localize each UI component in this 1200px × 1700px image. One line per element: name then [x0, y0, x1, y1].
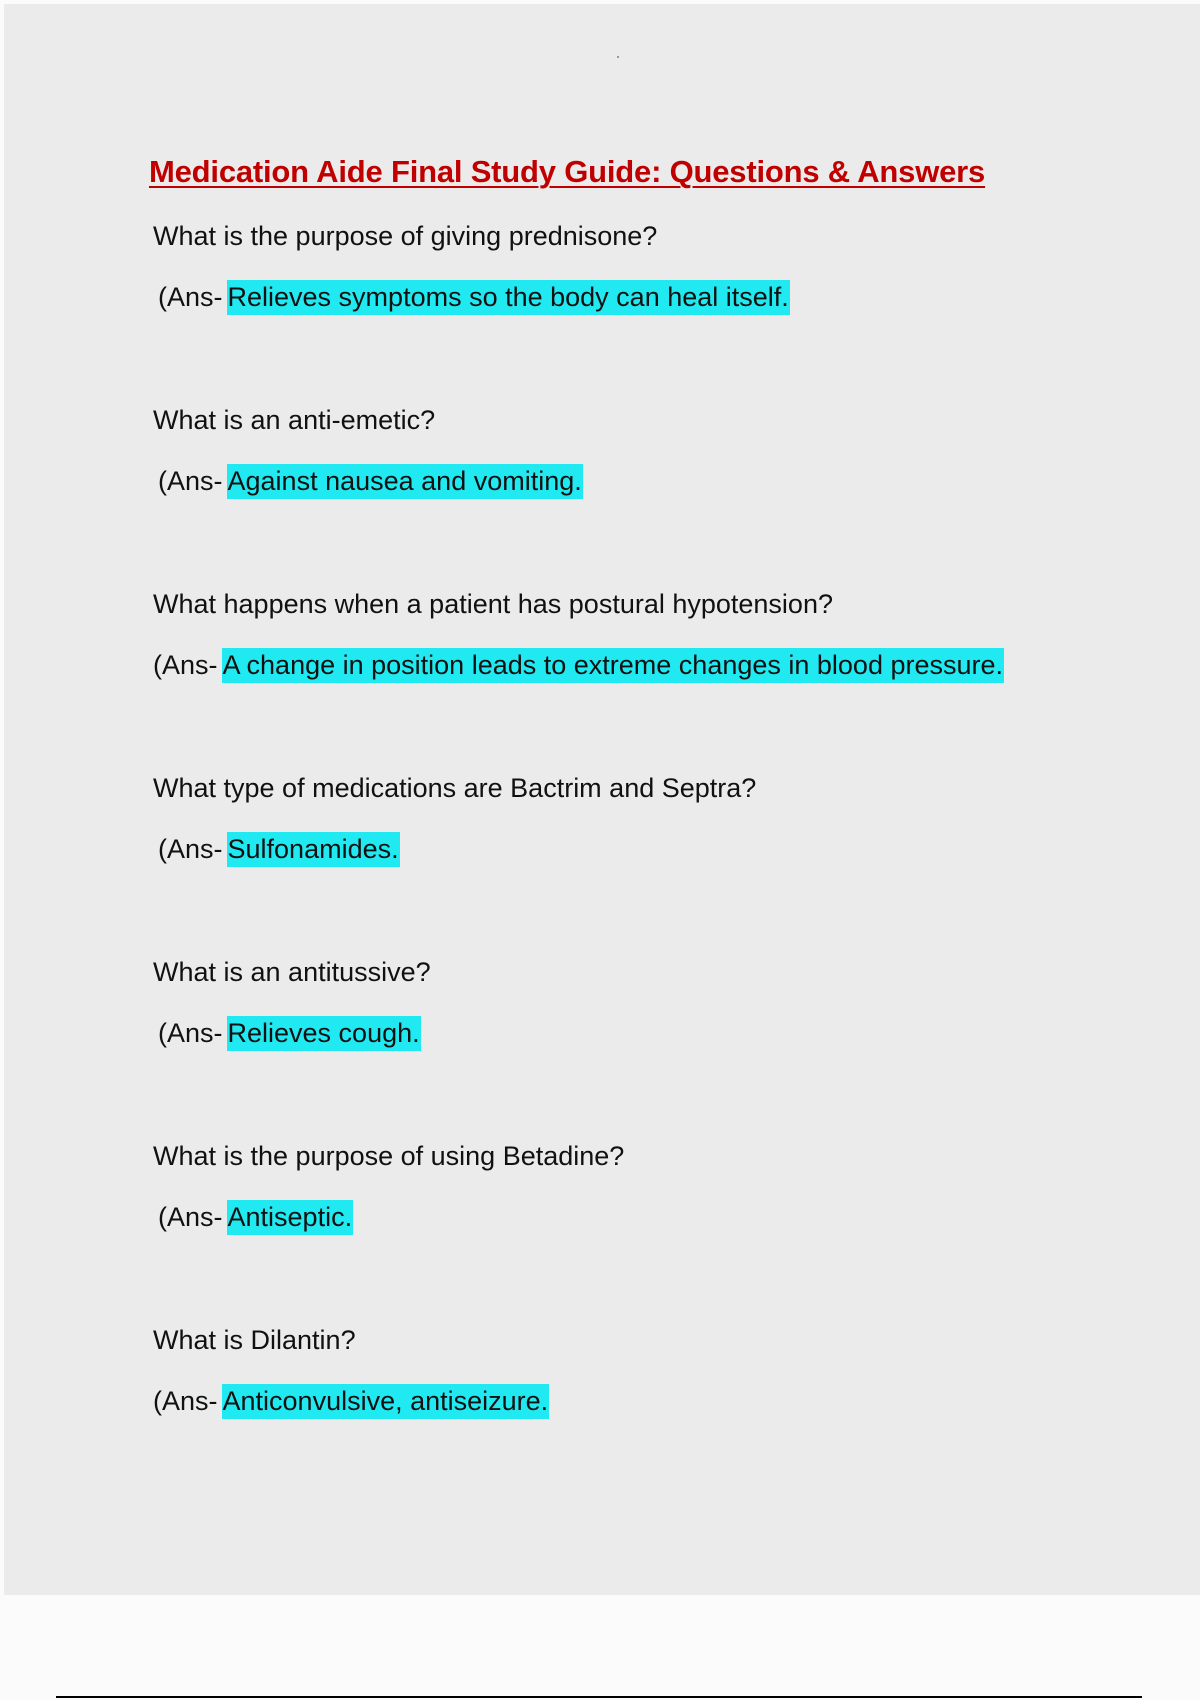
question-text: What is the purpose of giving prednisone? — [153, 221, 658, 251]
answer-text: Against nausea and vomiting. — [227, 464, 583, 499]
question-text: What happens when a patient has postural hypotension? — [153, 589, 833, 619]
answer-line — [153, 280, 1153, 314]
answer-prefix: (Ans- — [153, 650, 218, 680]
answer-prefix: (Ans- — [158, 834, 223, 864]
answer-line — [153, 1200, 1153, 1234]
answer-prefix: (Ans- — [158, 1202, 223, 1232]
document-title: Medication Aide Final Study Guide: Questions & Answers — [149, 154, 986, 189]
answer-text: A change in position leads to extreme changes in blood pressure. — [222, 648, 1005, 683]
answer-line — [153, 1016, 1153, 1050]
document-page — [4, 4, 1200, 1595]
footer-divider — [56, 1696, 1142, 1698]
qa-item-7 — [153, 1323, 1153, 1418]
answer-line — [153, 1384, 1153, 1418]
answer-prefix: (Ans- — [158, 1018, 223, 1048]
answer-line — [153, 464, 1153, 498]
answer-text: Anticonvulsive, antiseizure. — [222, 1384, 550, 1419]
scan-speck — [617, 56, 619, 58]
answer-text: Sulfonamides. — [227, 832, 400, 867]
answer-line — [153, 648, 1153, 682]
qa-item-3 — [153, 587, 1153, 682]
answer-prefix: (Ans- — [153, 1386, 218, 1416]
answer-text: Relieves cough. — [227, 1016, 421, 1051]
question-text: What is an anti-emetic? — [153, 405, 436, 435]
question-text: What is the purpose of using Betadine? — [153, 1141, 625, 1171]
answer-text: Relieves symptoms so the body can heal itself. — [227, 280, 790, 315]
answer-text: Antiseptic. — [227, 1200, 354, 1235]
qa-item-4 — [153, 771, 1153, 866]
qa-item-1 — [153, 219, 1153, 314]
question-text: What is an antitussive? — [153, 957, 431, 987]
qa-item-6 — [153, 1139, 1153, 1234]
answer-prefix: (Ans- — [158, 282, 223, 312]
qa-item-5 — [153, 955, 1153, 1050]
question-text: What type of medications are Bactrim and Septra? — [153, 773, 757, 803]
qa-item-2 — [153, 403, 1153, 498]
answer-prefix: (Ans- — [158, 466, 223, 496]
question-text: What is Dilantin? — [153, 1325, 356, 1355]
answer-line — [153, 832, 1153, 866]
